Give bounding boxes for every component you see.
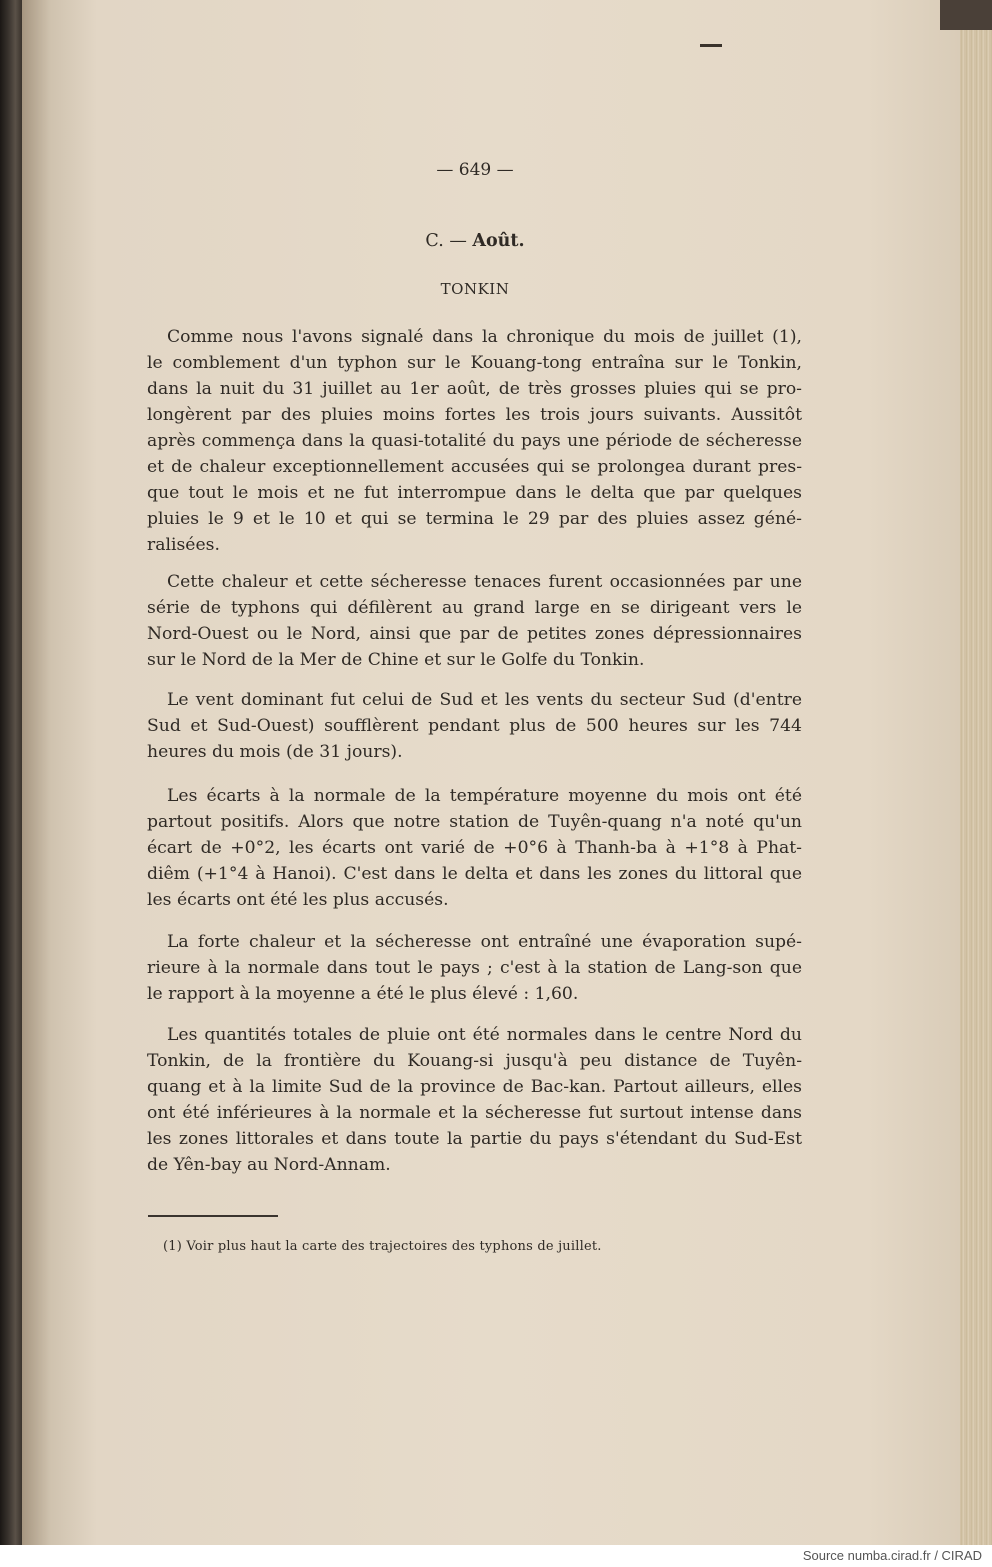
paragraph-line: écart de +0°2, les écarts ont varié de +0°6 à Thanh-ba à +1°8 à Phat-: [147, 838, 802, 858]
paragraph-line: diêm (+1°4 à Hanoi). C'est dans le delta et dans les zones du littoral que: [147, 864, 802, 884]
paragraph-line: pluies le 9 et le 10 et qui se termina le 29 par des pluies assez géné-: [147, 509, 802, 529]
paragraph-line: Comme nous l'avons signalé dans la chronique du mois de juillet (1),: [167, 327, 802, 347]
ink-mark: [700, 44, 722, 47]
section-heading: [370, 229, 580, 255]
paragraph-line: dans la nuit du 31 juillet au 1er août, de très grosses pluies qui se pro-: [147, 379, 802, 399]
paragraph-line: les écarts ont été les plus accusés.: [147, 890, 449, 910]
paragraph-line: que tout le mois et ne fut interrompue dans le delta que par quelques: [147, 483, 802, 503]
footnote: (1) Voir plus haut la carte des trajectoires des typhons de juillet.: [163, 1239, 602, 1254]
paragraph-line: Tonkin, de la frontière du Kouang-si jusqu'à peu distance de Tuyên-: [147, 1051, 802, 1071]
page-number: — 649 —: [436, 160, 514, 180]
source-credit: Source numba.cirad.fr / CIRAD: [802, 1548, 982, 1563]
paragraph-line: quang et à la limite Sud de la province de Bac-kan. Partout ailleurs, elles: [147, 1077, 802, 1097]
paragraph-line: le comblement d'un typhon sur le Kouang-tong entraîna sur le Tonkin,: [147, 353, 802, 373]
paragraph-line: les zones littorales et dans toute la partie du pays s'étendant du Sud-Est: [147, 1129, 802, 1149]
paragraph-line: sur le Nord de la Mer de Chine et sur le Golfe du Tonkin.: [147, 650, 645, 670]
section-title: Août.: [472, 231, 525, 251]
page-stack-edge: [960, 30, 992, 1545]
paragraph-line: La forte chaleur et la sécheresse ont entraîné une évaporation supé-: [167, 932, 802, 952]
paragraph-line: série de typhons qui défilèrent au grand large en se dirigeant vers le: [147, 598, 802, 618]
paragraph-line: rieure à la normale dans tout le pays ; c'est à la station de Lang-son que: [147, 958, 802, 978]
paragraph-line: ralisées.: [147, 535, 220, 555]
paragraph-line: Nord-Ouest ou le Nord, ainsi que par de petites zones dépressionnaires: [147, 624, 802, 644]
book-binding: [0, 0, 22, 1545]
paragraph-line: le rapport à la moyenne a été le plus élevé : 1,60.: [147, 984, 579, 1004]
section-dash: —: [449, 231, 467, 251]
paragraph-line: Le vent dominant fut celui de Sud et les vents du secteur Sud (d'entre: [167, 690, 802, 710]
footnote-divider: [148, 1215, 278, 1217]
paragraph-line: Les écarts à la normale de la température moyenne du mois ont été: [167, 786, 802, 806]
paragraph-line: après commença dans la quasi-totalité du pays une période de sécheresse: [147, 431, 802, 451]
paragraph-line: Cette chaleur et cette sécheresse tenaces furent occasionnées par une: [167, 572, 802, 592]
paragraph-line: heures du mois (de 31 jours).: [147, 742, 403, 762]
region-title: TONKIN: [440, 280, 510, 298]
paragraph-line: longèrent par des pluies moins fortes les trois jours suivants. Aussitôt: [147, 405, 802, 425]
paragraph-line: ont été inférieures à la normale et la sécheresse fut surtout intense dans: [147, 1103, 802, 1123]
paragraph-line: Les quantités totales de pluie ont été normales dans le centre Nord du: [167, 1025, 802, 1045]
page-stack-shadow: [940, 0, 992, 30]
paragraph-line: partout positifs. Alors que notre station de Tuyên-quang n'a noté qu'un: [147, 812, 802, 832]
paragraph-line: et de chaleur exceptionnellement accusées qui se prolongea durant pres-: [147, 457, 802, 477]
paragraph-line: Sud et Sud-Ouest) soufflèrent pendant plus de 500 heures sur les 744: [147, 716, 802, 736]
section-letter: C.: [425, 231, 444, 251]
paragraph-line: de Yên-bay au Nord-Annam.: [147, 1155, 391, 1175]
